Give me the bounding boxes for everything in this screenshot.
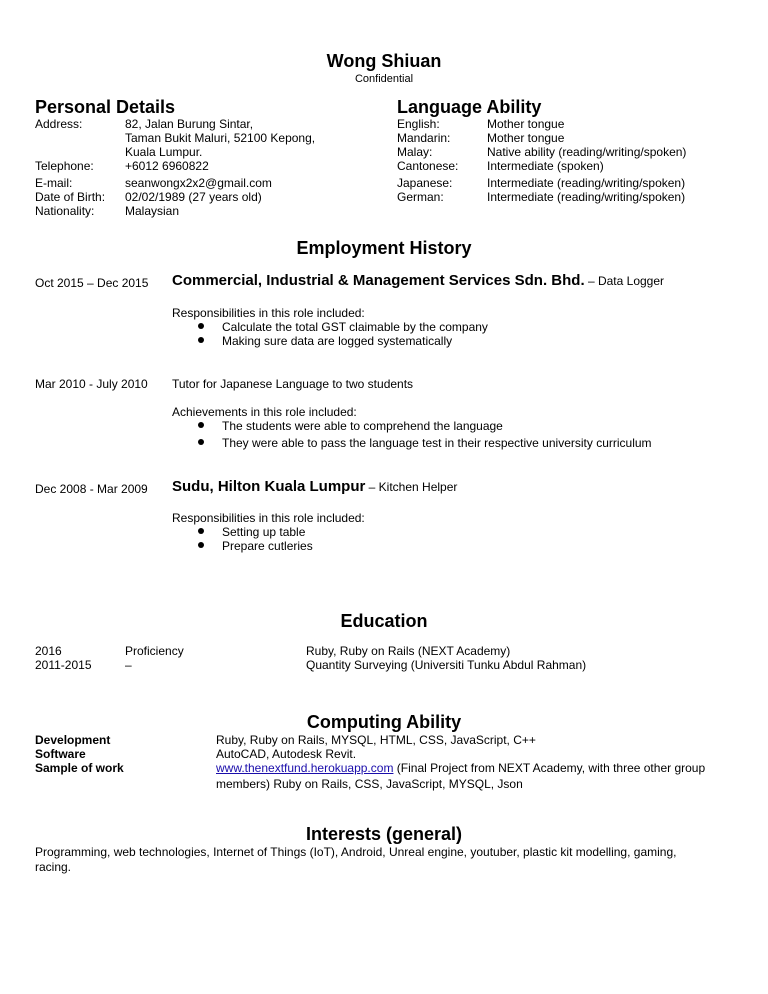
confidential-label: Confidential bbox=[354, 73, 414, 85]
job-title-line bbox=[172, 480, 457, 494]
language-level: Mother tongue bbox=[487, 131, 565, 145]
bullet-icon bbox=[198, 528, 204, 534]
job-company: Sudu, Hilton Kuala Lumpur bbox=[172, 478, 366, 495]
address-line-2: Taman Bukit Maluri, 52100 Kepong, bbox=[125, 131, 316, 145]
job-intro: Achievements in this role included: bbox=[172, 405, 357, 419]
job-bullet-text: Setting up table bbox=[222, 525, 306, 539]
language-level: Mother tongue bbox=[487, 117, 565, 131]
address-line-3: Kuala Lumpur. bbox=[125, 145, 203, 159]
job-role: Tutor for Japanese Language to two students bbox=[172, 377, 414, 391]
software-label: Software bbox=[35, 747, 86, 761]
job-role: – Kitchen Helper bbox=[365, 480, 458, 494]
job-bullet-text: Calculate the total GST claimable by the company bbox=[222, 320, 488, 334]
education-heading: Education bbox=[340, 611, 428, 631]
portfolio-link[interactable]: www.thenextfund.herokuapp.com bbox=[216, 761, 394, 775]
computing-ability-heading: Computing Ability bbox=[306, 712, 462, 732]
sample-of-work-text: (Final Project from NEXT Academy, with three other group bbox=[393, 761, 706, 775]
language-name: Malay: bbox=[397, 145, 433, 159]
interests-heading: Interests (general) bbox=[305, 824, 463, 844]
language-name: Japanese: bbox=[397, 176, 453, 190]
language-name: English: bbox=[397, 117, 440, 131]
software-value: AutoCAD, Autodesk Revit. bbox=[216, 747, 357, 761]
job-role: – Data Logger bbox=[584, 274, 665, 288]
dob-value: 02/02/1989 (27 years old) bbox=[125, 190, 262, 204]
job-period: Dec 2008 - Mar 2009 bbox=[35, 482, 148, 496]
job-bullet-text: The students were able to comprehend the language bbox=[222, 419, 503, 433]
bullet-icon bbox=[198, 422, 204, 428]
education-level: – bbox=[125, 658, 132, 672]
dob-label: Date of Birth: bbox=[35, 190, 106, 204]
job-company: Commercial, Industrial & Management Services Sdn. Bhd. bbox=[172, 272, 585, 289]
language-name: Mandarin: bbox=[397, 131, 451, 145]
telephone-value: +6012 6960822 bbox=[125, 159, 209, 173]
sample-of-work-label: Sample of work bbox=[35, 761, 124, 775]
bullet-icon bbox=[198, 542, 204, 548]
email-label: E-mail: bbox=[35, 176, 73, 190]
sample-of-work-text-2: members) Ruby on Rails, CSS, JavaScript, MYSQL, Json bbox=[216, 777, 523, 791]
candidate-name: Wong Shiuan bbox=[326, 51, 442, 71]
job-bullet-text: Prepare cutleries bbox=[222, 539, 313, 553]
education-level: Proficiency bbox=[125, 644, 184, 658]
language-level: Intermediate (spoken) bbox=[487, 159, 604, 173]
interests-text-2: racing. bbox=[35, 860, 72, 874]
job-intro: Responsibilities in this role included: bbox=[172, 511, 365, 525]
interests-text-1: Programming, web technologies, Internet of Things (IoT), Android, Unreal engine, youtuber, plastic kit modelling, gaming, bbox=[35, 845, 677, 859]
job-title-line bbox=[172, 274, 664, 288]
address-label: Address: bbox=[35, 117, 83, 131]
language-name: Cantonese: bbox=[397, 159, 459, 173]
bullet-icon bbox=[198, 337, 204, 343]
language-level: Intermediate (reading/writing/spoken) bbox=[487, 176, 686, 190]
education-detail: Ruby, Ruby on Rails (NEXT Academy) bbox=[306, 644, 511, 658]
education-detail: Quantity Surveying (Universiti Tunku Abdul Rahman) bbox=[306, 658, 587, 672]
education-year: 2011-2015 bbox=[35, 658, 92, 672]
email-value: seanwongx2x2@gmail.com bbox=[125, 176, 272, 190]
personal-details-heading: Personal Details bbox=[35, 97, 176, 117]
nationality-label: Nationality: bbox=[35, 204, 95, 218]
telephone-label: Telephone: bbox=[35, 159, 94, 173]
language-level: Native ability (reading/writing/spoken) bbox=[487, 145, 687, 159]
job-intro: Responsibilities in this role included: bbox=[172, 306, 365, 320]
sample-of-work-line bbox=[216, 761, 705, 775]
job-bullet-text: They were able to pass the language test in their respective university curriculum bbox=[222, 436, 652, 450]
bullet-icon bbox=[198, 323, 204, 329]
job-period: Oct 2015 – Dec 2015 bbox=[35, 276, 149, 290]
development-value: Ruby, Ruby on Rails, MYSQL, HTML, CSS, JavaScript, C++ bbox=[216, 733, 536, 747]
bullet-icon bbox=[198, 439, 204, 445]
nationality-value: Malaysian bbox=[125, 204, 180, 218]
address-line-1: 82, Jalan Burung Sintar, bbox=[125, 117, 254, 131]
job-period: Mar 2010 - July 2010 bbox=[35, 377, 148, 391]
development-label: Development bbox=[35, 733, 111, 747]
language-level: Intermediate (reading/writing/spoken) bbox=[487, 190, 686, 204]
job-bullet-text: Making sure data are logged systematically bbox=[222, 334, 453, 348]
language-ability-heading: Language Ability bbox=[397, 97, 542, 117]
education-year: 2016 bbox=[35, 644, 62, 658]
language-name: German: bbox=[397, 190, 444, 204]
employment-history-heading: Employment History bbox=[296, 238, 472, 258]
